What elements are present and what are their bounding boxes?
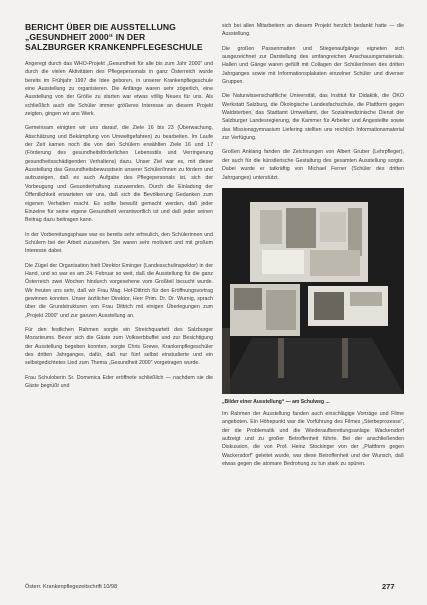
photo-caption: „Bilder einer Ausstellung“ — am Schulweg ... — [222, 398, 330, 405]
body-paragraph: Angeregt durch das WHO-Projekt „Gesundheit für alle bis zum Jahr 2000“ und durch die vielen Aktivitäten des Pflegepersonals in ganz Österreich wurde bereits im Frühjahr 1997 die Idee geboren, in unserer Krankenpflegeschule eine Ausstellung zu organisieren. Die Anfänge waren sehr zögerlich, eine Ausstellung von der Größe zu starten war etwas völlig Neues für uns. Als schließlich auch die Schüler immer größeres Interesse an diesem Projekt zeigten, gingen wir ans Werk. — [25, 61, 213, 118]
headline-line: „GESUNDHEIT 2000“ IN DER — [25, 32, 146, 42]
body-paragraph: Für den festlichen Rahmen sorgte ein Streichquartett des Salzburger Mozarteums. Bevor sich die Gäste zum Volkserbbuffet und zur Besichtigung der Ausstellung begeben konnten, sorgte Chris Grewe, Krankenpflegeschüler des dritten Jahrganges, dafür, daß nur fünf selbst einstudierte und ein selbstgedichtetes Lied zum Thema „Gesundheit 2000“ vorgetragen wurde. — [25, 326, 213, 367]
page-number: 277 — [382, 582, 395, 591]
headline-line: BERICHT ÜBER DIE AUSSTELLUNG — [25, 22, 176, 32]
right-column — [222, 22, 404, 474]
body-paragraph: sich bei allen Mitarbeitern an diesem Projekt herzlich bedankt hatte — die Ausstellung. — [222, 23, 404, 38]
body-paragraph: Die Naturwissenschaftliche Universität, das Institut für Didaktik, die ÖKO Werkstatt Salzburg, die Ökologische Landesfachschule, die Plattform gegen Waldsterben, das Stadtamt Umweltamt, der Sozialmedizinische Dienst der Salzburger Landesregierung, die Kammer für Arbeiter und Angestellte sowie das Missionsgymnasium Liefering stellten uns reichlich Informationsmaterial zur Verfügung. — [222, 93, 404, 142]
body-paragraph: In der Vorbereitungsphase war es bereits sehr erfreulich, den Schülerinnen und Schülern bei der Arbeit zuzusehen. Sie waren sehr motiviert und mit großem Interesse dabei. — [25, 231, 213, 255]
journal-source: Österr. Krankenpflegezeitschrift 10/98 — [25, 584, 118, 590]
body-paragraph: Die Zügel der Organisation hielt Direktor Eminger (Landesschulinspektor) in der Hand, und so war es am 24. Februar so weit, daß die Ausstellung für die ganz Österreich zwei Wochen hindurch vorgesehene vom Großteil besucht wurde. Wir freuten uns sehr, daß wir Frau Mag. Hof-Dittrich für den Eröffnungsvortrag gewinnen konnten. Unser ärztlicher Direktor, Herr Prim. Dr. Dr. Wurnig, sprach über die Grundstrukturen von Frau Dittrich mit einigen Überlegungen zum „Projekt 2000“ und zur ganzen Ausstellung an. — [25, 262, 213, 319]
body-paragraph: Im Rahmen der Ausstellung fanden auch einschlägige Vorträge und Filme angeboten. Ein Höhepunkt war die Vorführung des Filmes „Sterbeprozesse“, der die Problematik und die Wiederaufbereitungsanlage Wackersdorf aufzeigt und zu großer Betroffenheit führte. Bei der anschließenden Diskussion, die von Prof. Heinz Stockinger von der „Plattform gegen Wackersdorf“ geleitet wurde, war diese Betroffenheit und der Wunsch, daß etwas gegen die atomare Bedrohung zu tun stark zu spüren. — [222, 410, 404, 467]
body-paragraph: Großen Anklang fanden die Zeichnungen von Albert Gruber (Lehrpfleger), der auch für die künstlerische Gestaltung des gesamten Ausstellung sorgte. Dabei wurde er tatkräftig von Michael Ferner (Schüler des dritten Jahrganges) unterstützt. — [222, 149, 404, 181]
left-column — [25, 22, 213, 396]
exhibition-photo-illustration — [222, 188, 404, 394]
exhibition-photo — [222, 188, 404, 394]
headline-line: SALZBURGER KRANKENPFLEGESCHULE — [25, 42, 203, 52]
article-headline — [25, 22, 213, 52]
body-paragraph: Frau Schuloberin Sr. Domenica Eder eröffnete schließlich — nachdem sie die Gäste begrüßt und — [25, 374, 213, 390]
body-paragraph: Die großen Passenmatten und Stiegenaufgänge eigneten sich ausgezeichnet zur Darstellung des umfangreichen Anschauungsmaterials. Hallen und Gänge waren gefüllt mit Collagen der Schüler/innen des dritten Jahrganges sowie mit Informationsplakaten einzelner Schüler und diverser Gruppen. — [222, 45, 404, 86]
body-paragraph: Gemeinsam einigten wir uns darauf, die Ziele 16 bis 23 (Überwachung, Abschätzung und Bekämpfung von Umweltgefahren) zu bearbeiten. Im Laufe der Zeit kamen noch die von den Schülern erwählten Ziele 16 und 17 (Förderung des gesundheitsförderlichen Lebensstils und Verringerung gesundheitsschädigenden Verhaltens) dazu. Unser Ziel war es, mit dieser Ausstellung das Gesundheitsbewusstsein unserer Schüler/Innen zu fördern und aufzuzeigen, daß es auch Aufgabe des Pflegepersonals ist, sich der Vorbeugung und Gesunderhaltung zuzuwenden. Durch die Einladung der Öffentlichkeit erwarteten wir uns, daß sich die Bevölkerung Gedanken zum eigenen Verhalten macht. Es sollte bewußt gemacht werden, daß jeder Einzelne für seine eigene Gesundheit verantwortlich ist und daß jeder seinen Beitrag dazu beitragen kann. — [25, 125, 213, 224]
